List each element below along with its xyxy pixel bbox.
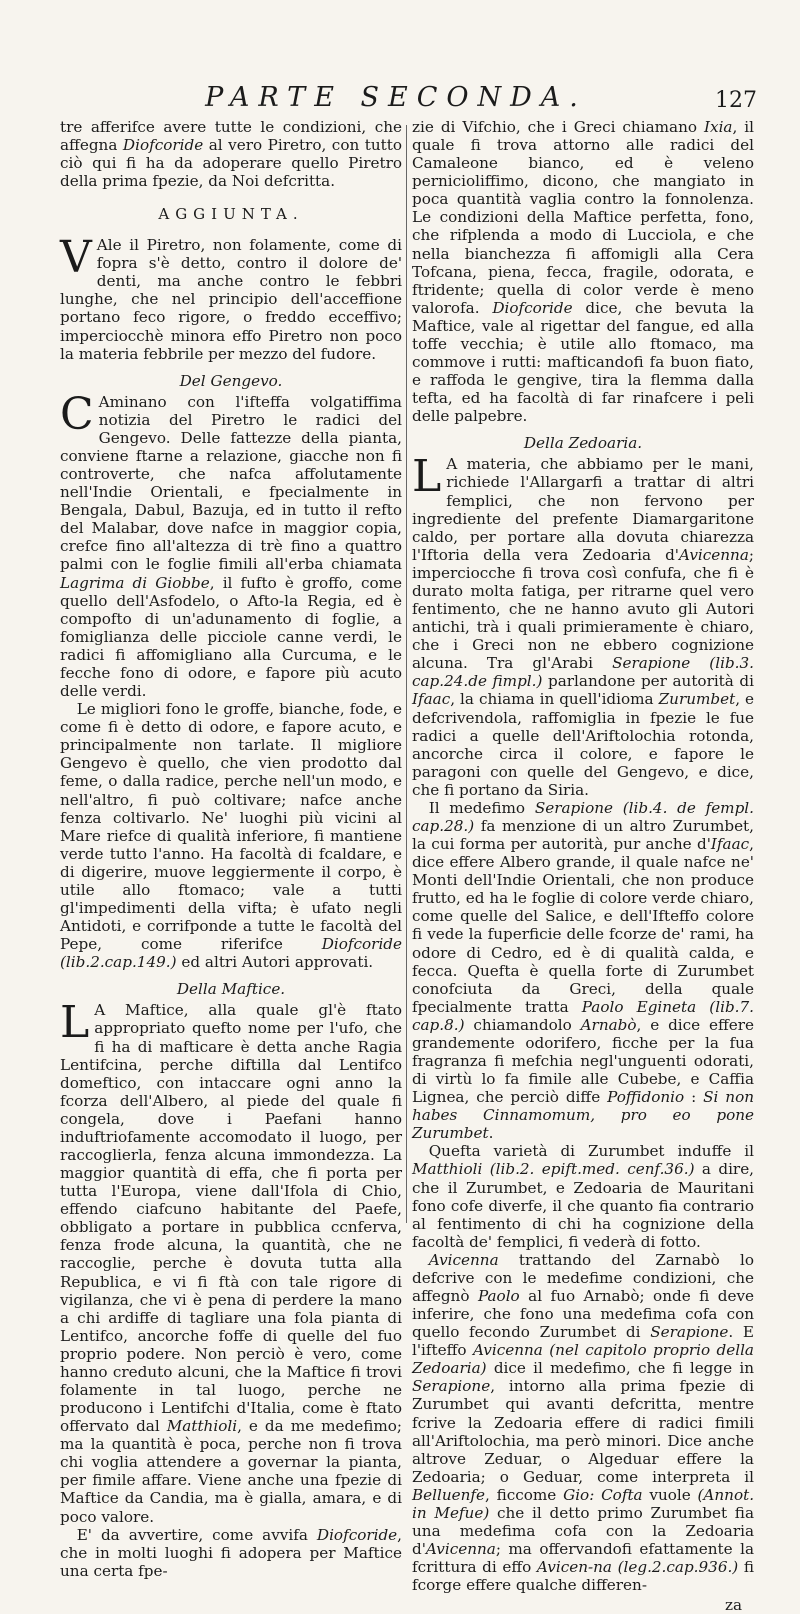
mastice-continuation: zie di Vifchio, che i Greci chiamano Ixia, il quale fi trova attorno alle radici del Camaleone bianco, ed è veleno pernicioliffimo, dicono, che mangiato in poca quantità vaglia contro la fonnolenza. Le condizioni della Maftice perfetta, fono, che rifplenda a modo di Lucciola, e che nella bianchezza fi affomigli alla Cera Tofcana, piena, fecca, fragile, odorata, e ftridente; quella di color verde è meno valorofa. Diofcoride dice, che bevuta la Maftice, vale al rigettar del fangue, ed alla toffe vecchia; è utile allo ftomaco, ma commove i rutti: mafticandofi fa buon fiato, e raffoda le gengive, tira la flemma dalla tefta, ed ha facoltà di far rinafcere i peli delle palpebre.: [412, 118, 755, 426]
running-head: PARTE SECONDA.: [205, 82, 587, 113]
drop-cap: C: [60, 388, 94, 440]
column-divider: [406, 125, 407, 1223]
mastice-paragraph-1: L A Maftice, alla quale gl'è ftato appropriato quefto nome per l'ufo, che fi ha di mafticare è detta anche Ragia Lentifcina, perche diftilla dal Lentifco domeftico, con intaccare ogni anno la fcorza dell'Albero, al piede del quale fi congela, dove i Paefani hanno induftriofamente accomodato il luogo, per raccoglierla, fenza alcuna immondezza. La maggior quantità di effa, che fi porta per tutta l'Europa, viene dall'Ifola di Chio, effendo ciafcuno habitante del Paefe, obbligato a portare in pubblica ccnferva, fenza frode alcuna, la quantità, che ne raccoglie, perche è dovuta tutta alla Republica, e vi fi ftà con tale rigore di vigilanza, che vi è pena di perdere la mano a chi ardiffe di tagliare una fola pianta di Lentifco, ancorche foffe di quelle del fuo proprio podere. Non perciò è vero, come hanno creduto alcuni, che la Maftice fi trovi folamente in tal luogo, perche ne producono i Lentifchi d'Italia, come è ftato offervato dal Matthioli, e da me medefimo; ma la quantità è poca, perche non fi trova chi voglia attendere a governar la pianta, per fimile affare. Viene anche una fpezie di Maftice da Candia, ma è gialla, amara, e di poco valore.: [60, 997, 403, 1526]
zedoaria-paragraph-2: Il medefimo Serapione (lib.4. de fempl. cap.28.) fa menzione di un altro Zurumbet, la cui forma per autorità, pur anche d'Ifaac, dice effere Albero grande, il quale nafce ne' Monti dell'Indie Orientali, che non produce frutto, ed ha le foglie di colore verde chiaro, come quelle del Salice, e dell'Ifteffo colore fi vede la fuperficie delle fcorze de' rami, ha odore di Cedro, ed è di qualità calda, e fecca. Quefta è quella forte di Zurumbet conofciuta da Greci, della quale fpecialmente tratta Paolo Egineta (lib.7. cap.8.) chiamandolo Arnabò, e dice effere grandemente odorifero, ficche per la fua fragranza fi mefchia negl'unguenti odorati, di virtù lo fa fimile alle Cubebe, e Caffia Lignea, che perciò diffe Poffidonio : Si non habes Cinnamomum, pro eo pone Zurumbet.: [412, 798, 755, 1143]
left-column: [60, 118, 402, 1580]
heading-gengevo: Del Gengevo.: [179, 371, 283, 390]
piretro-paragraph: V Ale il Piretro, non folamente, come di fopra s'è detto, contro il dolore de' denti, ma anche contro le febbri lunghe, che nel principio dell'acceffione portano feco rigore, o freddo ecceffivo; imperciocchè minora effo Piretro non poco la materia febbrile per mezzo del fudore.: [60, 232, 402, 363]
gengevo-paragraph-2: Le migliori fono le groffe, bianche, fode, e come fi è detto di odore, e fapore acuto, e principalmente non tarlate. Il migliore Gengevo è quello, che vien prodotto dal feme, o dalla radice, perche nell'un modo, e nell'altro, fi può coltivare; nafce anche fenza coltivarlo. Ne' luoghi più vicini al Mare riefce di qualità inferiore, fi mantiene verde tutto l'anno. Ha facoltà di fcaldare, e di digerire, muove leggiermente il corpo, è utile allo ftomaco; vale a tutti gl'impedimenti della vifta; è ufato negli Antidoti, e corrifponde a tutte le facoltà del Pepe, come riferifce Diofcoride (lib.2.cap.149.) ed altri Autori approvati.: [60, 700, 403, 972]
right-column: [412, 118, 754, 1614]
mastice-paragraph-2: E' da avvertire, come avvifa Diofcoride, che in molti luoghi fi adopera per Maftice una certa fpe-: [60, 1525, 402, 1580]
heading-zedoaria: Della Zedoaria.: [523, 434, 643, 453]
section-heading-aggiunta: AGGIUNTA.: [158, 205, 304, 224]
intro-paragraph: tre afferifce avere tutte le condizioni, che affegna Diofcoride al vero Piretro, con tutto ciò qui fi ha da adoperare quello Piretro della prima fpezie, da Noi defcritta.: [60, 118, 402, 191]
page-number: 127: [715, 88, 757, 113]
zedoaria-paragraph-4: Avicenna trattando del Zarnabò lo defcrive con le medefime condizioni, che affegnò Paolo al fuo Arnabò; onde fi deve inferire, che fono una medefima cofa con quello fecondo Zurumbet di Serapione. E l'ifteffo Avicenna (nel capitolo proprio della Zedoaria) dice il medefimo, che fi legge in Serapione, intorno alla prima fpezie di Zurumbet qui avanti defcritta, mentre fcrive la Zedoaria effere di radici fimili all'Ariftolochia, ma però minori. Dice anche altrove Zeduar, o Algeduar effere la Zedoaria; o Geduar, come interpreta il Belluenfe, ficcome Gio: Cofta vuole (Annot. in Mefue) che il detto primo Zurumbet fia una medefima cofa con la Zedoaria d'Avicenna; ma offervandofi efattamente la fcrittura di effo Avicen-na (leg.2.cap.936.) fi fcorge effere qualche differen-: [412, 1250, 755, 1595]
zedoaria-paragraph-3: Quefta varietà di Zurumbet induffe il Matthioli (lib.2. epift.med. cenf.36.) a dire, che il Zurumbet, e Zedoaria de Mauritani fono cofe diverfe, il che quanto fia contrario al fentimento di chi ha cognizione della facoltà de' femplici, fi vederà di fotto.: [412, 1142, 755, 1251]
drop-cap: V: [60, 232, 92, 284]
heading-mastice: Della Maftice.: [176, 980, 286, 999]
catchword: za: [724, 1596, 742, 1614]
zedoaria-paragraph-1: L A materia, che abbiamo per le mani, richiede l'Allargarfi a trattar di altri femplici, che non fervono per ingrediente del prefente Diamargaritone caldo, per portare alla dovuta chiarezza l'Iftoria della vera Zedoaria d'Avicenna; imperciocche fi trova così confufa, che fi è durato molta fatiga, per ritrarne quel vero fentimento, che ne hanno avuto gli Autori antichi, trà i quali primieramente è chiaro, che i Greci non ne ebbero cognizione alcuna. Tra gl'Arabi Serapione (lib.3. cap.24.de fimpl.) parlandone per autorità di Ifaac, la chiama in quell'idioma Zurumbet, e defcrivendola, raffomiglia in fpezie le fue radici a quelle dell'Ariftolochia rotonda, ancorche circa il colore, e fapore le paragoni con quelle del Gengevo, e dice, che fi portano da Siria.: [412, 451, 754, 799]
drop-cap: L: [60, 997, 90, 1049]
drop-cap: L: [412, 451, 442, 503]
gengevo-paragraph-1: C Aminano con l'ifteffa volgatiffima notizia del Piretro le radici del Gengevo. Delle fattezze della pianta, conviene ftarne a relazione, giacche non fi controverte, che nafca affolutamente nell'Indie Orientali, e fpecialmente in Bengala, Dabul, Bazuja, ed in tutto il refto del Malabar, dove nafce in maggior copia, crefce fino all'altezza di trè fino a quattro palmi con le foglie fimili all'erba chiamata Lagrima di Giobbe, il fufto è groffo, come quello dell'Asfodelo, o Afto-la Regia, ed è compofto di un'adunamento di foglie, a fomiglianza delle picciole canne verdi, le radici fi affomigliano alla Curcuma, e le fecche fono di odore, e fapore più acuto delle verdi.: [60, 388, 402, 701]
